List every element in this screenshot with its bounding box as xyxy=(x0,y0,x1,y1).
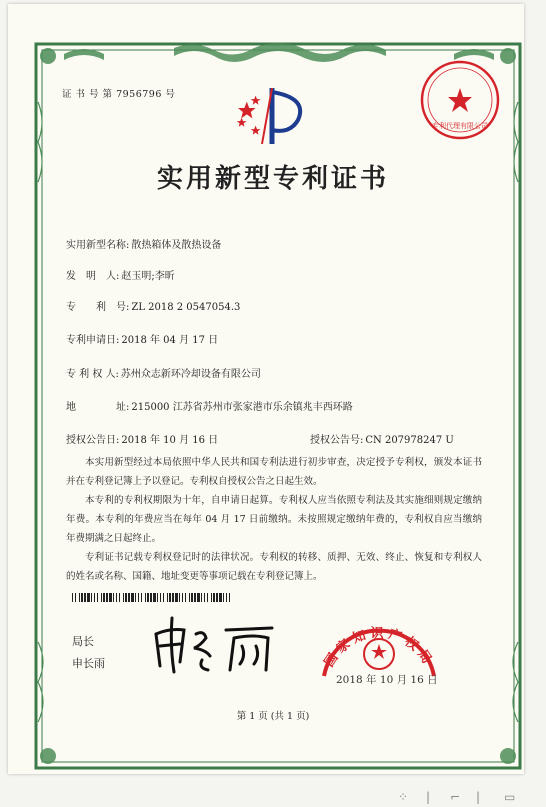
certificate-body xyxy=(66,453,482,586)
agency-stamp-text: 专利代理有限公司 xyxy=(432,122,488,130)
field-patentee xyxy=(66,365,261,380)
barcode-bar xyxy=(113,593,114,602)
field-label: 专 利 号: xyxy=(66,302,130,313)
barcode-bar xyxy=(109,593,112,602)
barcode-bar xyxy=(103,593,105,602)
barcode-bar xyxy=(160,593,161,602)
barcode-bar xyxy=(175,593,178,602)
field-value: 2018 年 04 月 17 日 xyxy=(121,335,219,346)
field-patent-number xyxy=(66,298,240,313)
barcode-bar xyxy=(119,593,120,602)
field-value: 2018 年 10 月 16 日 xyxy=(121,435,219,446)
barcode-bar xyxy=(135,593,136,602)
page-number: 第 1 页 (共 1 页) xyxy=(236,711,310,722)
barcode-bar xyxy=(145,593,146,602)
field-label: 授权公告号: xyxy=(310,435,364,446)
body-paragraph: 专利证书记载专利权登记时的法律状况。专利权的转移、质押、无效、终止、恢复和专利权人的姓名或名称、国籍、地址变更等事项记载在专利登记簿上。 xyxy=(66,552,482,582)
field-value: 散热箱体及散热设备 xyxy=(131,240,222,251)
barcode-bar xyxy=(185,593,186,602)
barcode xyxy=(72,593,232,602)
barcode-bar xyxy=(141,593,142,602)
field-announcement-number xyxy=(310,431,454,446)
handwritten-signature xyxy=(150,616,278,674)
barcode-bar xyxy=(81,593,83,602)
barcode-bar xyxy=(194,593,196,602)
barcode-bar xyxy=(163,593,164,602)
field-value: 215000 江苏省苏州市张家港市乐余镇兆丰西环路 xyxy=(131,402,353,413)
barcode-bar xyxy=(167,593,168,602)
barcode-bar xyxy=(229,593,230,602)
seal-text: 国家知识产权局 xyxy=(321,626,437,670)
barcode-bar xyxy=(128,593,130,602)
barcode-bar xyxy=(197,593,200,602)
barcode-bar xyxy=(169,593,171,602)
field-label: 地 址: xyxy=(66,402,130,413)
barcode-bar xyxy=(201,593,202,602)
barcode-bar xyxy=(211,593,212,602)
barcode-bar xyxy=(216,593,218,602)
field-value: ZL 2018 2 0547054.3 xyxy=(131,302,241,313)
signature-labels xyxy=(72,631,105,675)
barcode-bar xyxy=(72,593,73,602)
page-icon[interactable]: ▭ xyxy=(504,790,516,804)
body-paragraph: 本专利的专利权期限为十年，自申请日起算。专利权人应当依照专利法及其实施细则规定缴纳年费。本专利的年费应当在每年 04 月 17 日前缴纳。未按照规定缴纳年费的，专利权自应当缴纳年费期满之日起终止。 xyxy=(66,495,482,544)
field-value: CN 207978247 U xyxy=(365,435,454,446)
field-value: 苏州众志新环冷却设备有限公司 xyxy=(120,369,261,380)
field-inventor xyxy=(66,267,175,282)
crop-icon[interactable]: ⌐ xyxy=(450,790,461,804)
barcode-bar xyxy=(179,593,180,602)
barcode-bar xyxy=(172,593,174,602)
barcode-bar xyxy=(207,593,208,602)
field-label: 发 明 人: xyxy=(66,271,120,282)
field-label: 实用新型名称: xyxy=(66,240,130,251)
field-label: 授权公告日: xyxy=(66,435,120,446)
body-paragraph: 本实用新型经过本局依照中华人民共和国专利法进行初步审查，决定授予专利权，颁发本证书并在专利登记簿上予以登记。专利权自授权公告之日起生效。 xyxy=(66,457,482,487)
field-label: 专 利 权 人: xyxy=(66,369,119,380)
barcode-bar xyxy=(204,593,205,602)
divider-icon: | xyxy=(476,790,481,804)
certificate-number: 证 书 号 第 7956796 号 xyxy=(62,89,176,100)
field-address xyxy=(66,398,353,413)
barcode-bar xyxy=(94,593,95,602)
barcode-bar xyxy=(79,593,80,602)
barcode-bar xyxy=(125,593,127,602)
barcode-bar xyxy=(106,593,108,602)
certificate-title: 实用新型专利证书 xyxy=(156,164,389,194)
barcode-bar xyxy=(182,593,183,602)
field-value: 赵玉明;李昕 xyxy=(121,271,175,282)
barcode-bar xyxy=(101,593,102,602)
agency-stamp xyxy=(418,58,502,142)
barcode-bar xyxy=(131,593,134,602)
barcode-bar xyxy=(150,593,152,602)
barcode-bar xyxy=(84,593,86,602)
field-utility-name xyxy=(66,236,221,251)
director-name: 申长雨 xyxy=(72,657,105,670)
seal-date: 2018 年 10 月 16 日 xyxy=(336,674,438,686)
viewer-toolbar xyxy=(380,790,546,807)
barcode-bar xyxy=(138,593,139,602)
barcode-bar xyxy=(147,593,149,602)
barcode-bar xyxy=(91,593,92,602)
field-grant-date xyxy=(66,431,218,446)
field-label: 专利申请日: xyxy=(66,335,120,346)
divider-icon: | xyxy=(426,790,431,804)
barcode-bar xyxy=(97,593,98,602)
barcode-bar xyxy=(123,593,124,602)
barcode-bar xyxy=(226,593,227,602)
barcode-bar xyxy=(223,593,224,602)
barcode-bar xyxy=(213,593,215,602)
barcode-bar xyxy=(219,593,222,602)
barcode-bar xyxy=(189,593,190,602)
barcode-bar xyxy=(191,593,193,602)
director-title: 局长 xyxy=(72,635,94,648)
barcode-bar xyxy=(116,593,117,602)
barcode-bar xyxy=(87,593,90,602)
field-application-date xyxy=(66,331,218,346)
official-seal xyxy=(318,598,440,680)
sparkle-icon[interactable]: ⁘ xyxy=(398,790,409,804)
cnipa-logo xyxy=(232,84,314,150)
barcode-bar xyxy=(157,593,158,602)
barcode-bar xyxy=(75,593,76,602)
barcode-bar xyxy=(153,593,156,602)
